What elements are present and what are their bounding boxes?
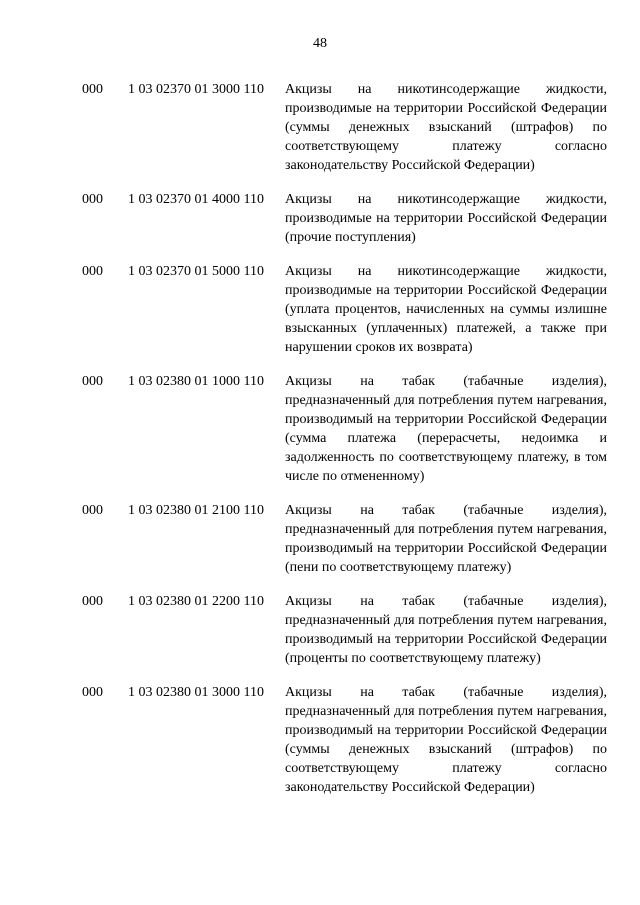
row-description: Акцизы на никотинсодержащие жидкости, производимые на территории Российской Федерации (суммы денежных взысканий (штрафов) по соответствующему платежу согласно законодательству Российской Федерации) <box>285 82 607 173</box>
row-description: Акцизы на табак (табачные изделия), предназначенный для потребления путем нагревания, производимый на территории Российской Федерации (сумма платежа (перерасчеты, недоимка и задолженность по соответствующему платежу, в том числе по отмененному) <box>285 374 607 484</box>
kbk-code: 1 03 02380 01 2200 110 <box>128 594 264 609</box>
kbk-code: 1 03 02370 01 3000 110 <box>128 82 264 97</box>
row-description: Акцизы на никотинсодержащие жидкости, производимые на территории Российской Федерации (уплата процентов, начисленных на суммы излишне взысканных (уплаченных) платежей, а также при нарушении сроков их возврата) <box>285 264 607 355</box>
kbk-code: 1 03 02380 01 3000 110 <box>128 685 264 700</box>
table-row <box>0 80 640 175</box>
table-row <box>0 190 640 247</box>
budget-classification-table <box>0 80 640 812</box>
page-number: 48 <box>313 36 327 51</box>
row-description: Акцизы на табак (табачные изделия), предназначенный для потребления путем нагревания, производимый на территории Российской Федерации (пени по соответствующему платежу) <box>285 503 607 575</box>
admin-code: 000 <box>82 374 103 389</box>
table-row <box>0 592 640 668</box>
row-description: Акцизы на табак (табачные изделия), предназначенный для потребления путем нагревания, производимый на территории Российской Федерации (суммы денежных взысканий (штрафов) по соответствующему платежу согласно законодательству Российской Федерации) <box>285 685 607 795</box>
row-description: Акцизы на никотинсодержащие жидкости, производимые на территории Российской Федерации (прочие поступления) <box>285 192 607 245</box>
table-row <box>0 262 640 357</box>
kbk-code: 1 03 02380 01 2100 110 <box>128 503 264 518</box>
admin-code: 000 <box>82 594 103 609</box>
admin-code: 000 <box>82 503 103 518</box>
admin-code: 000 <box>82 192 103 207</box>
table-row <box>0 501 640 577</box>
table-row <box>0 683 640 797</box>
admin-code: 000 <box>82 685 103 700</box>
kbk-code: 1 03 02380 01 1000 110 <box>128 374 264 389</box>
kbk-code: 1 03 02370 01 4000 110 <box>128 192 264 207</box>
table-row <box>0 372 640 486</box>
admin-code: 000 <box>82 82 103 97</box>
row-description: Акцизы на табак (табачные изделия), предназначенный для потребления путем нагревания, производимый на территории Российской Федерации (проценты по соответствующему платежу) <box>285 594 607 666</box>
kbk-code: 1 03 02370 01 5000 110 <box>128 264 264 279</box>
admin-code: 000 <box>82 264 103 279</box>
